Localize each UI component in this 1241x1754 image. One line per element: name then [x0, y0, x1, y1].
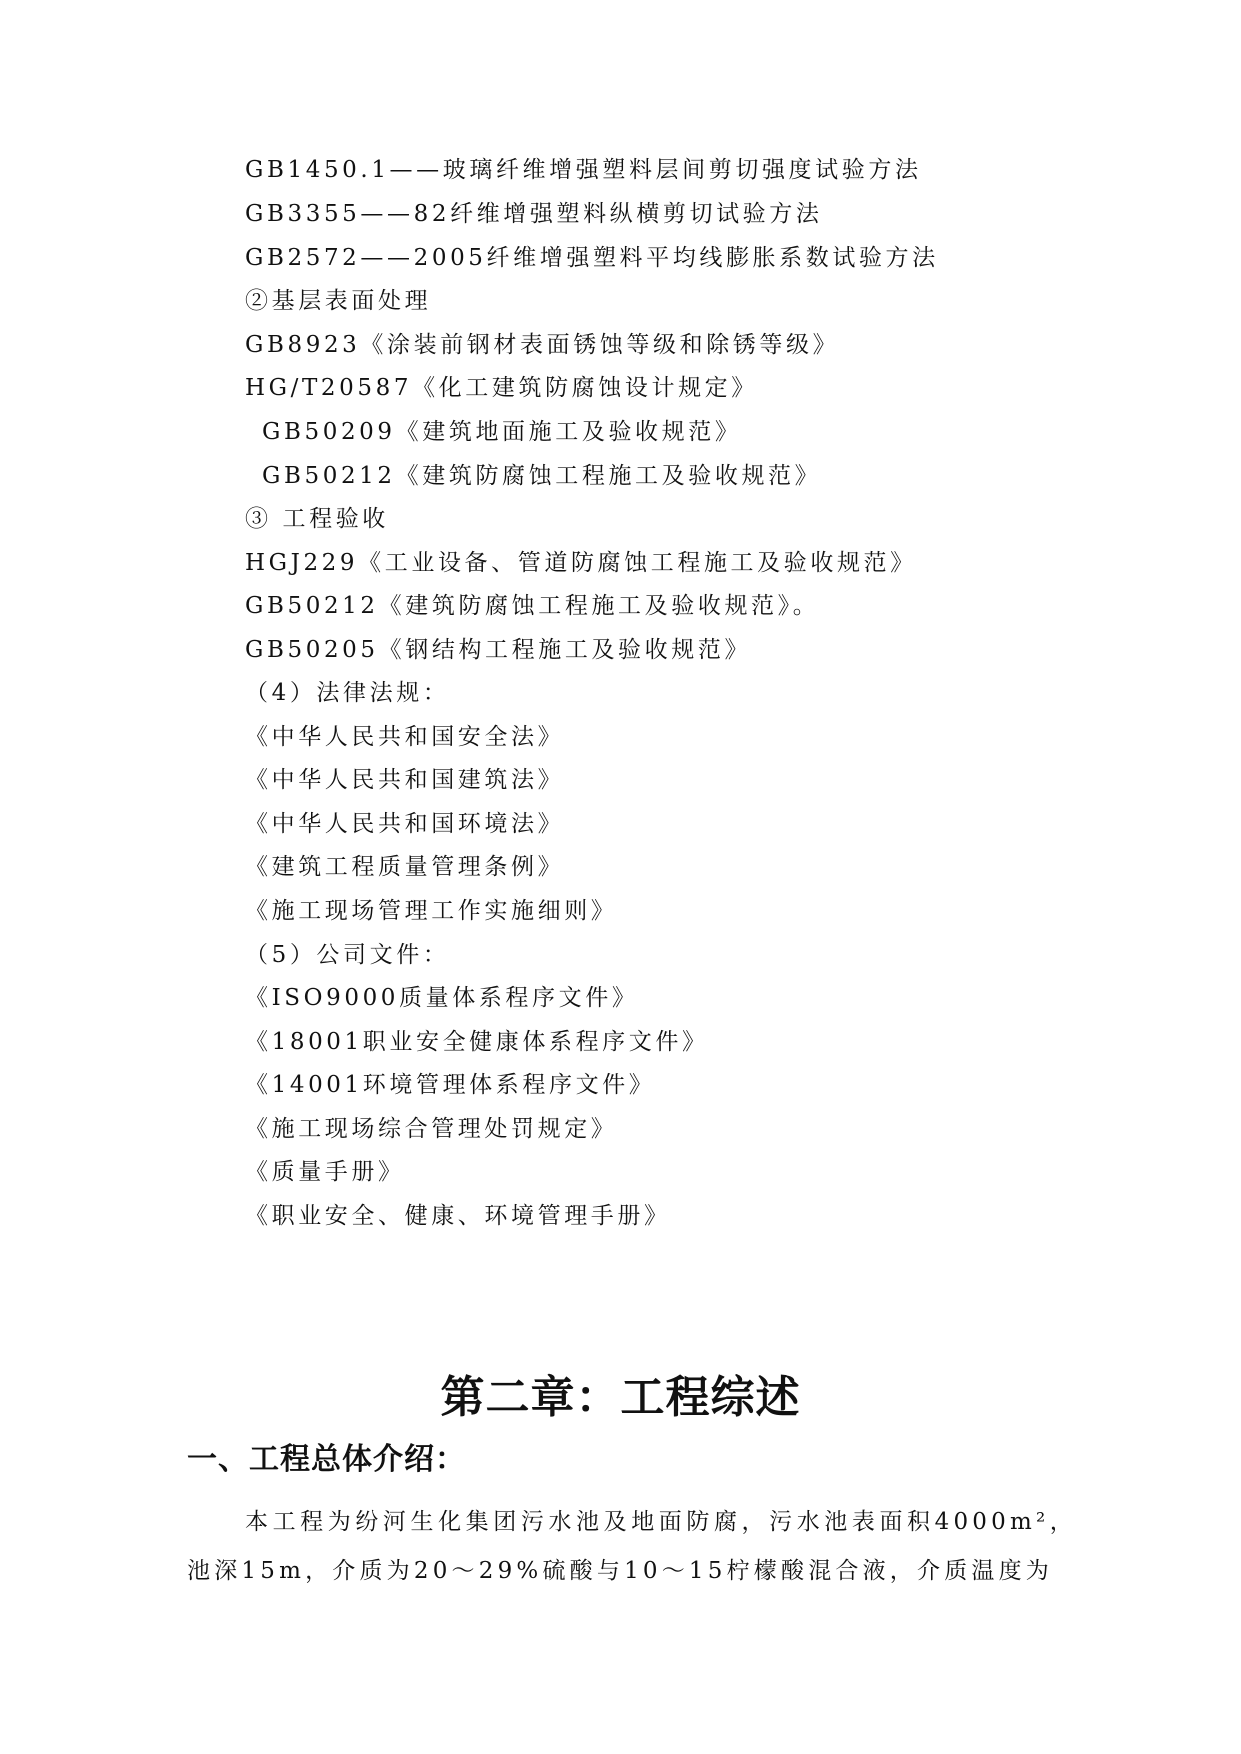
law-line: 《中华人民共和国环境法》 [245, 811, 565, 837]
law-line: 《施工现场管理工作实施细则》 [245, 898, 618, 924]
company-doc-line: 《18001职业安全健康体系程序文件》 [245, 1029, 709, 1055]
company-doc-line: 《施工现场综合管理处罚规定》 [245, 1116, 618, 1142]
subheading-line: （4）法律法规： [245, 680, 450, 706]
standard-line: GB2572——2005纤维增强塑料平均线膨胀系数试验方法 [245, 245, 939, 271]
section-title: 一、工程总体介绍： [187, 1442, 466, 1477]
chapter-title: 第二章：工程综述 [440, 1372, 801, 1423]
company-doc-line: 《职业安全、健康、环境管理手册》 [245, 1203, 671, 1229]
standard-line: GB50212《建筑防腐蚀工程施工及验收规范》 [262, 463, 822, 489]
company-doc-line: 《14001环境管理体系程序文件》 [245, 1072, 656, 1098]
subheading-line: ②基层表面处理 [245, 288, 432, 314]
standard-line: GB50205《钢结构工程施工及验收规范》 [245, 637, 752, 663]
law-line: 《中华人民共和国安全法》 [245, 724, 565, 750]
standard-line: GB50212《建筑防腐蚀工程施工及验收规范》。 [245, 593, 820, 619]
subheading-line: ③ 工程验收 [245, 506, 389, 532]
standard-line: GB8923《涂装前钢材表面锈蚀等级和除锈等级》 [245, 332, 840, 358]
standard-line: GB1450.1——玻璃纤维增强塑料层间剪切强度试验方法 [245, 157, 922, 183]
law-line: 《建筑工程质量管理条例》 [245, 854, 565, 880]
subheading-line: （5）公司文件： [245, 942, 450, 968]
body-paragraph: 本工程为纷河生化集团污水池及地面防腐，污水池表面积4000m²，池深15m，介质为20～29%硫酸与10～15柠檬酸混合液，介质温度为 [187, 1509, 1077, 1584]
standard-line: HG/T20587《化工建筑防腐蚀设计规定》 [245, 375, 758, 401]
standard-line: HGJ229《工业设备、管道防腐蚀工程施工及验收规范》 [245, 550, 917, 576]
company-doc-line: 《质量手册》 [245, 1159, 405, 1185]
company-doc-line: 《ISO9000质量体系程序文件》 [245, 985, 639, 1011]
standard-line: GB50209《建筑地面施工及验收规范》 [262, 419, 742, 445]
standard-line: GB3355——82纤维增强塑料纵横剪切试验方法 [245, 201, 823, 227]
law-line: 《中华人民共和国建筑法》 [245, 767, 565, 793]
